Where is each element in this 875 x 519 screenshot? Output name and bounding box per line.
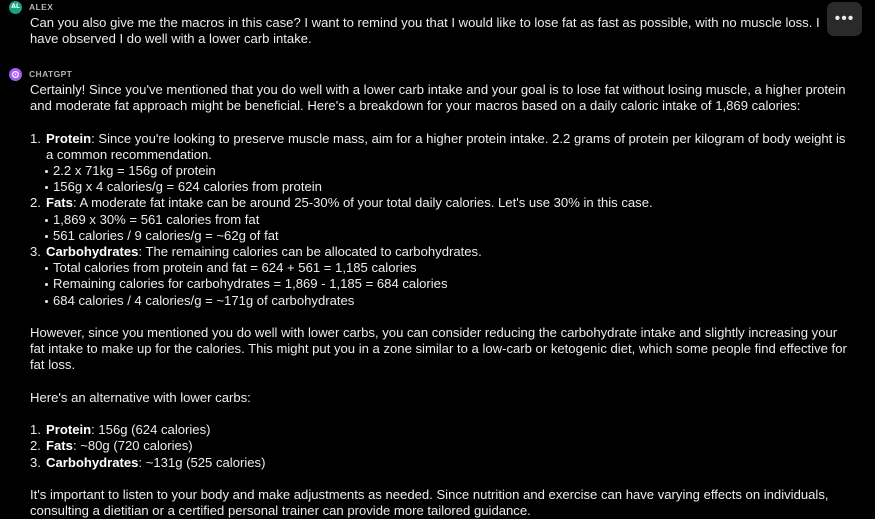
list-item-title: Carbohydrates	[46, 454, 139, 470]
list-number: 3.	[30, 454, 41, 470]
list-item-title: Fats	[46, 195, 73, 211]
bullet-item: 1,869 x 30% = 561 calories from fat	[46, 212, 850, 228]
assistant-message-header	[9, 67, 72, 81]
bullet-item: 2.2 x 71kg = 156g of protein	[46, 163, 850, 179]
assistant-closing: It's important to listen to your body and make adjustments as needed. Since nutrition and exercise can have varying effects on individuals, consulting a dietitian or a certified personal trainer can provide more tailored guidance.	[30, 487, 829, 519]
list-item	[30, 195, 850, 244]
alternative-macro-list	[30, 422, 850, 471]
list-item	[30, 244, 850, 309]
bullet-list	[46, 212, 850, 244]
bullet-item: 156g x 4 calories/g = 624 calories from protein	[46, 179, 850, 195]
user-message-text: Can you also give me the macros in this case? I want to remind you that I would like to lose fat as fast as possible, with no muscle loss. I have observed I do well with a lower carb intake.	[30, 15, 820, 47]
bullet-list	[46, 163, 850, 195]
list-number: 3.	[30, 244, 41, 260]
bullet-item: Total calories from protein and fat = 624 + 561 = 1,185 calories	[46, 260, 850, 276]
assistant-message-body	[30, 82, 850, 519]
list-item-text: : ~131g (525 calories)	[138, 454, 266, 470]
list-item	[30, 455, 850, 471]
assistant-author-name: CHATGPT	[29, 68, 73, 79]
chatgpt-logo-icon	[9, 68, 22, 81]
list-number: 1.	[30, 130, 41, 146]
assistant-intro: Certainly! Since you've mentioned that you do well with a lower carb intake and your goal is to lose fat without losing muscle, a higher protein and moderate fat approach might be beneficial. Here's a breakdown for your macros based on a daily caloric intake of 1,869 calories:	[30, 82, 846, 114]
list-item-title: Protein	[46, 130, 92, 146]
list-item-text: : The remaining calories can be allocated to carbohydrates.	[138, 244, 482, 260]
user-avatar: AL	[9, 1, 22, 14]
more-options-button[interactable]	[827, 2, 862, 36]
list-item-title: Protein	[46, 422, 92, 438]
list-number: 2.	[30, 438, 41, 454]
bullet-item: Remaining calories for carbohydrates = 1,869 - 1,185 = 684 calories	[46, 276, 850, 292]
list-item-text: : ~80g (720 calories)	[72, 438, 193, 454]
bullet-item: 684 calories / 4 calories/g = ~171g of carbohydrates	[46, 293, 850, 309]
more-options-icon: •••	[834, 9, 855, 27]
assistant-paragraph-2: However, since you mentioned you do well with lower carbs, you can consider reducing the carbohydrate intake and slightly increasing your fat intake to make up for the calories. This might put you in a zone similar to a low-carb or ketogenic diet, which some people find effective for fat loss.	[30, 325, 847, 373]
list-item	[30, 422, 850, 438]
list-item-text: : A moderate fat intake can be around 25-30% of your total daily calories. Let's use 30% in this case.	[72, 195, 653, 211]
list-item-text: : Since you're looking to preserve muscle mass, aim for a higher protein intake. 2.2 grams of protein per kilogram of body weight is a common recommendation.	[46, 130, 846, 162]
bullet-item: 561 calories / 9 calories/g = ~62g of fat	[46, 228, 850, 244]
list-number: 2.	[30, 195, 41, 211]
macro-breakdown-list	[30, 131, 850, 309]
alternative-heading: Here's an alternative with lower carbs:	[30, 389, 251, 405]
bullet-list	[46, 260, 850, 309]
list-number: 1.	[30, 422, 41, 438]
list-item-title: Carbohydrates	[46, 244, 139, 260]
list-item-text: : 156g (624 calories)	[91, 422, 211, 438]
list-item-title: Fats	[46, 438, 73, 454]
list-item	[30, 131, 850, 196]
user-message-header	[9, 0, 53, 14]
user-author-name: ALEX	[29, 1, 54, 12]
list-item	[30, 438, 850, 454]
user-message-body	[30, 15, 820, 47]
